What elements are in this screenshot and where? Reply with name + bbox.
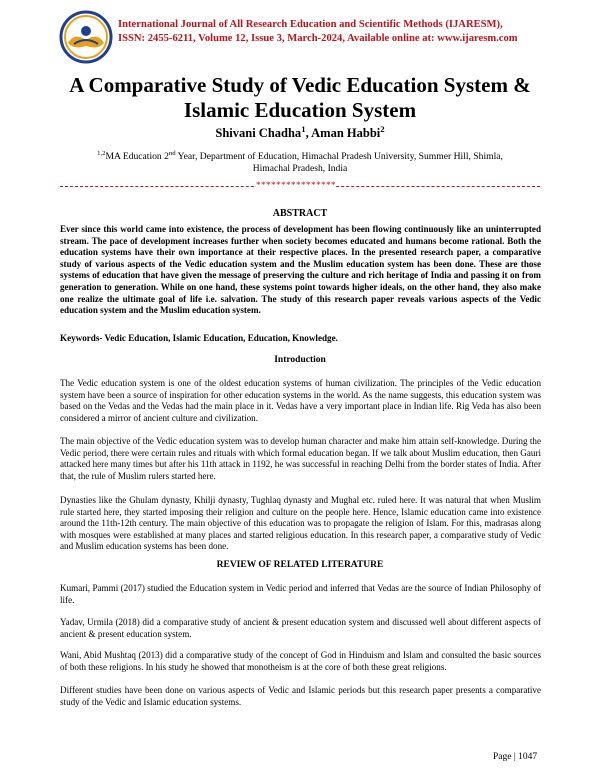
review-paragraph-1: Kumari, Pammi (2017) studied the Education system in Vedic period and inferred that Vedas are the source of Indian Philosophy of life. xyxy=(60,583,541,605)
abstract-heading: ABSTRACT xyxy=(272,208,328,219)
author-list xyxy=(30,123,570,141)
author-separator: , xyxy=(305,126,312,140)
affiliation xyxy=(70,151,530,174)
affiliation-pre: MA Education 2 xyxy=(105,151,169,162)
affiliation-line-2: Himachal Pradesh, India xyxy=(252,162,348,174)
author-2: Aman Habbi xyxy=(311,126,381,140)
journal-header xyxy=(118,18,588,45)
review-paragraph-3: Wani, Abid Mushtaq (2013) did a comparative study of the concept of God in Hinduism and Islam and consulted the basic sources of both these religions. In his study he showed that monotheism is at the core of both these great religions. xyxy=(60,650,541,672)
author-1-sup: 1 xyxy=(301,123,306,134)
review-heading: REVIEW OF RELATED LITERATURE xyxy=(216,560,384,570)
introduction-heading: Introduction xyxy=(274,355,326,365)
affiliation-nd: nd xyxy=(168,149,176,157)
review-paragraph-2: Yadav, Urmila (2018) did a comparative study of ancient & present education system and discussed well about different aspects of ancient & present education system. xyxy=(60,617,541,639)
page-number: Page | 1047 xyxy=(493,752,538,762)
divider-stars: **************** xyxy=(256,180,336,190)
author-1: Shivani Chadha xyxy=(215,126,302,140)
author-2-sup: 2 xyxy=(380,123,385,134)
review-paragraph-4: Different studies have been done on various aspects of Vedic and Islamic periods but this research paper presents a comparative study of the Vedic and Islamic education systems. xyxy=(60,685,541,707)
intro-paragraph-1: The Vedic education system is one of the oldest education systems of human civilization. The principles of the Vedic education system have been a source of inspiration for other education systems in the world. As the name suggests, this education system was based on the Vedas and the Vedas had the main place in it. Vedas have a very important place in Indian life. Rig Veda has also been considered a mirror of ancient culture and civilization. xyxy=(60,378,541,423)
section-divider xyxy=(60,180,540,190)
journal-issn-line: ISSN: 2455-6211, Volume 12, Issue 3, March-2024, Available online at: www.ijaresm.com xyxy=(118,32,518,44)
abstract-text: Ever since this world came into existence, the process of development has been flowing continuously like an uninterrupted stream. The pace of development increases further when society becomes educated and humans become rational. Both the education systems have their own importance at their respective places. In the presented research paper, a comparative study of various aspects of the Vedic education system and the Muslim education system has been done. These are those systems of education that have given the message of preserving the culture and rich heritage of India and passing it on from generation to generation. While on one hand, these systems point towards higher ideals, on the other hand, they also make one realize the ultimate goal of life i.e. salvation. The study of this research paper reveals various aspects of the Vedic education system and the Muslim education system. xyxy=(60,224,541,316)
keywords: Keywords- Vedic Education, Islamic Education, Education, Knowledge. xyxy=(60,333,338,343)
affiliation-post: Year, Department of Education, Himachal Pradesh University, Summer Hill, Shimla, xyxy=(175,151,503,162)
intro-paragraph-3: Dynasties like the Ghulam dynasty, Khilji dynasty, Tughlaq dynasty and Mughal etc. ruled here. It was natural that when Muslim rule started here, they started imposing their religion and culture on the people here. Hence, Islamic education came into existence around the 11th-12th century. The main objective of this education was to propagate the religion of Islam. For this, madrasas along with mosques were established at many places and started religious education. In this research paper, a comparative study of Vedic and Muslim education systems has been done. xyxy=(60,495,541,552)
title-line-2: Islamic Education System xyxy=(183,98,417,122)
journal-name: International Journal of All Research Education and Scientific Methods (IJARESM), xyxy=(118,19,503,30)
journal-logo-icon xyxy=(58,10,114,64)
intro-paragraph-2: The main objective of the Vedic education system was to develop human character and make him attain self-knowledge. During the Vedic period, there were certain rules and rituals with which formal education began. If we talk about Muslim education, then Gauri attacked here many times but after his 11th attack in 1192, he was successful in reaching Delhi from the border states of India. After that, the rule of Muslim rulers started here. xyxy=(60,436,541,481)
affiliation-sup: 1,2 xyxy=(97,149,106,157)
paper-title xyxy=(30,73,570,123)
title-line-1: A Comparative Study of Vedic Education System & xyxy=(69,73,531,97)
